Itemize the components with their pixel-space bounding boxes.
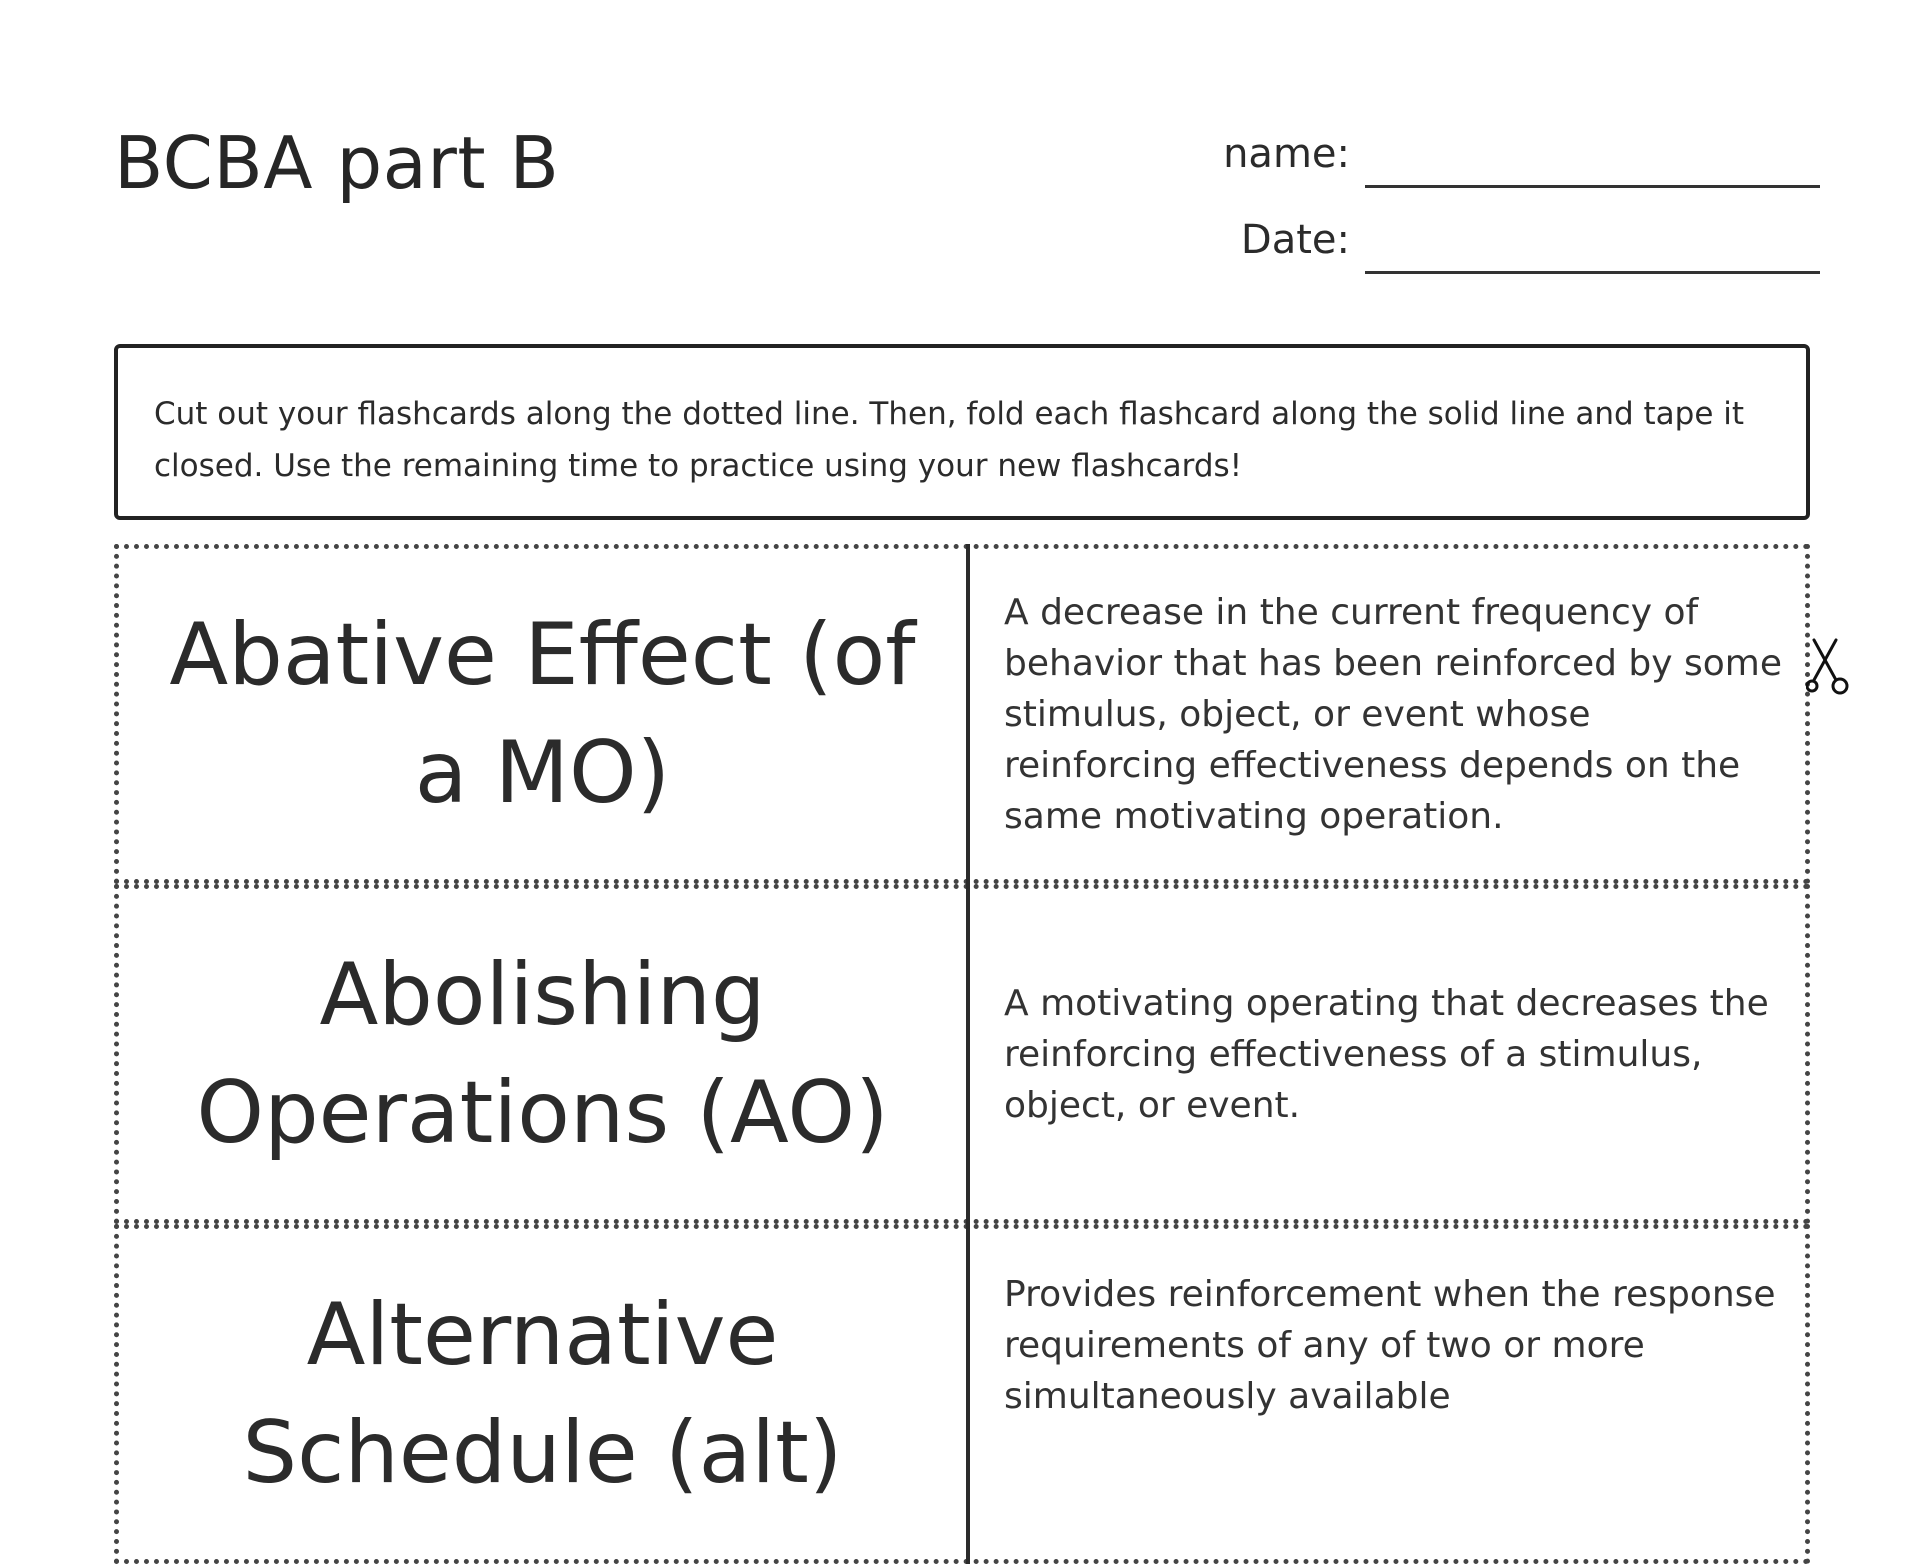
instructions-box <box>114 344 1810 520</box>
flashcard-definition-text: A decrease in the current frequency of behavior that has been reinforced by some stimulus, object, or event whose reinforcing effectiveness depends on the same motivating operation. <box>1004 591 1783 837</box>
flashcard <box>114 1224 1810 1564</box>
date-write-line[interactable] <box>1365 271 1820 274</box>
flashcard-term-text: Abative Effect (of a MO) <box>169 605 916 823</box>
flashcard-definition-text: Provides reinforcement when the response requirements of any of two or more simultaneously available <box>1004 1274 1776 1417</box>
flashcard-sheet <box>114 544 1810 1544</box>
flashcard-term-text: Alternative Schedule (alt) <box>242 1285 843 1503</box>
page-title: BCBA part B <box>114 121 560 205</box>
flashcard-term <box>119 889 966 1219</box>
flashcard-term <box>119 1229 966 1559</box>
flashcard <box>114 884 1810 1224</box>
flashcard-term-text: Abolishing Operations (AO) <box>196 945 889 1163</box>
flashcard-term <box>119 549 966 879</box>
flashcard-definition <box>1004 1229 1784 1559</box>
name-field <box>1180 128 1820 188</box>
instructions-text: Cut out your flashcards along the dotted line. Then, fold each flashcard along the solid line and tape it closed. Use the remaining time to practice using your new flashcards! <box>154 396 1745 484</box>
name-label: name: <box>1223 131 1350 177</box>
date-label: Date: <box>1240 217 1350 263</box>
name-write-line[interactable] <box>1365 185 1820 188</box>
fold-line <box>966 884 970 1224</box>
fold-line <box>966 544 970 884</box>
fold-line <box>966 1224 970 1564</box>
date-field <box>1180 214 1820 274</box>
flashcard-definition <box>1004 889 1784 1219</box>
flashcard-definition-text: A motivating operating that decreases the reinforcing effectiveness of a stimulus, object, or event. <box>1004 982 1769 1126</box>
scissors-icon <box>1806 636 1856 700</box>
flashcard-definition <box>1004 549 1784 879</box>
flashcard <box>114 544 1810 884</box>
